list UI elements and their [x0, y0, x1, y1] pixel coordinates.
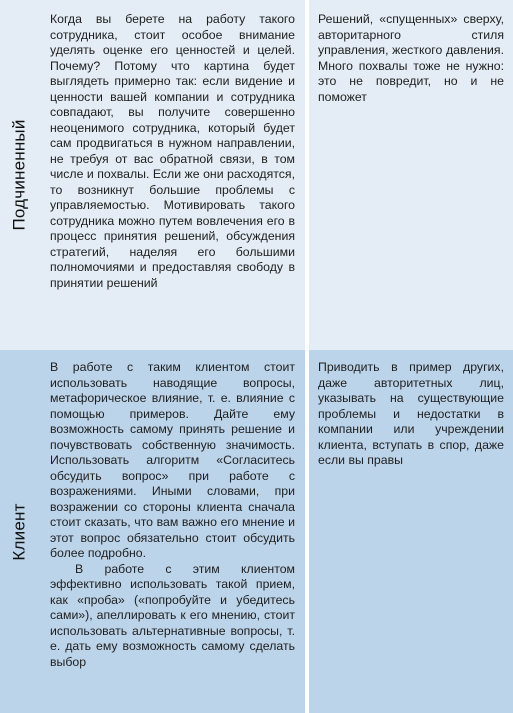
column-divider — [305, 0, 309, 350]
table-row-client — [0, 350, 513, 713]
row-label: Клиент — [10, 502, 29, 561]
column-divider — [305, 350, 309, 713]
row-label-cell — [0, 350, 40, 713]
paragraph: Когда вы берете на работу такого сотрудника, стоит особое внимание уделять оценке его ценностей и целей. Почему? Потому что картина будет выглядеть примерно так: если видение и ценности вашей компании и сотрудника совпадают, вы получите совершенно неоценимого сотрудника, который будет сам продвигаться в нужном направлении, не требуя от вас обратной связи, в том числе и похвалы. Если же они расходятся, то возникнут большие проблемы с управляемостью. Мотивировать такого сотрудника можно путем вовлечения его в процесс принятия решений, обсуждения стратегий, наделяя его большими полномочиями и предоставляя свободу в принятии решений — [50, 12, 295, 290]
table-row-subordinate — [0, 0, 513, 350]
avoid-cell — [318, 360, 504, 469]
row-label: Подчиненный — [10, 119, 30, 231]
paragraph: Приводить в пример других, даже авторитетных лиц, указывать на существующие проблемы и недостатки в компании или учреждении клиента, вступать в спор, даже если вы правы — [318, 360, 504, 467]
row-label-cell — [0, 0, 40, 350]
paragraph: В работе с таким клиентом стоит использовать наводящие вопросы, метафорическое влияние, т. е. влияние с помощью примеров. Дайте ему возможность самому принять решение и почувствовать собственную значимость. Использовать алгоритм «Согласитесь обсудить вопрос» при работе с возражениями. Иными словами, при возражении со стороны клиента сначала стоит сказать, что вам важно его мнение и этот вопрос обязательно стоит обсудить более подробно. — [50, 360, 295, 560]
recommendation-cell — [50, 360, 295, 670]
recommendation-cell — [50, 12, 295, 291]
avoid-cell — [318, 12, 504, 105]
paragraph: В работе с этим клиентом эффективно использовать такой прием, как «проба» («попробуйте и убедитесь сами»), апеллировать к его мнению, стоит использовать альтернативные вопросы, т. е. дать ему возможность самому сделать выбор — [50, 561, 295, 669]
paragraph: Решений, «спущенных» сверху, авторитарного стиля управления, жесткого давления. Много похвалы тоже не нужно: это не повредит, но и не поможет — [318, 12, 504, 104]
